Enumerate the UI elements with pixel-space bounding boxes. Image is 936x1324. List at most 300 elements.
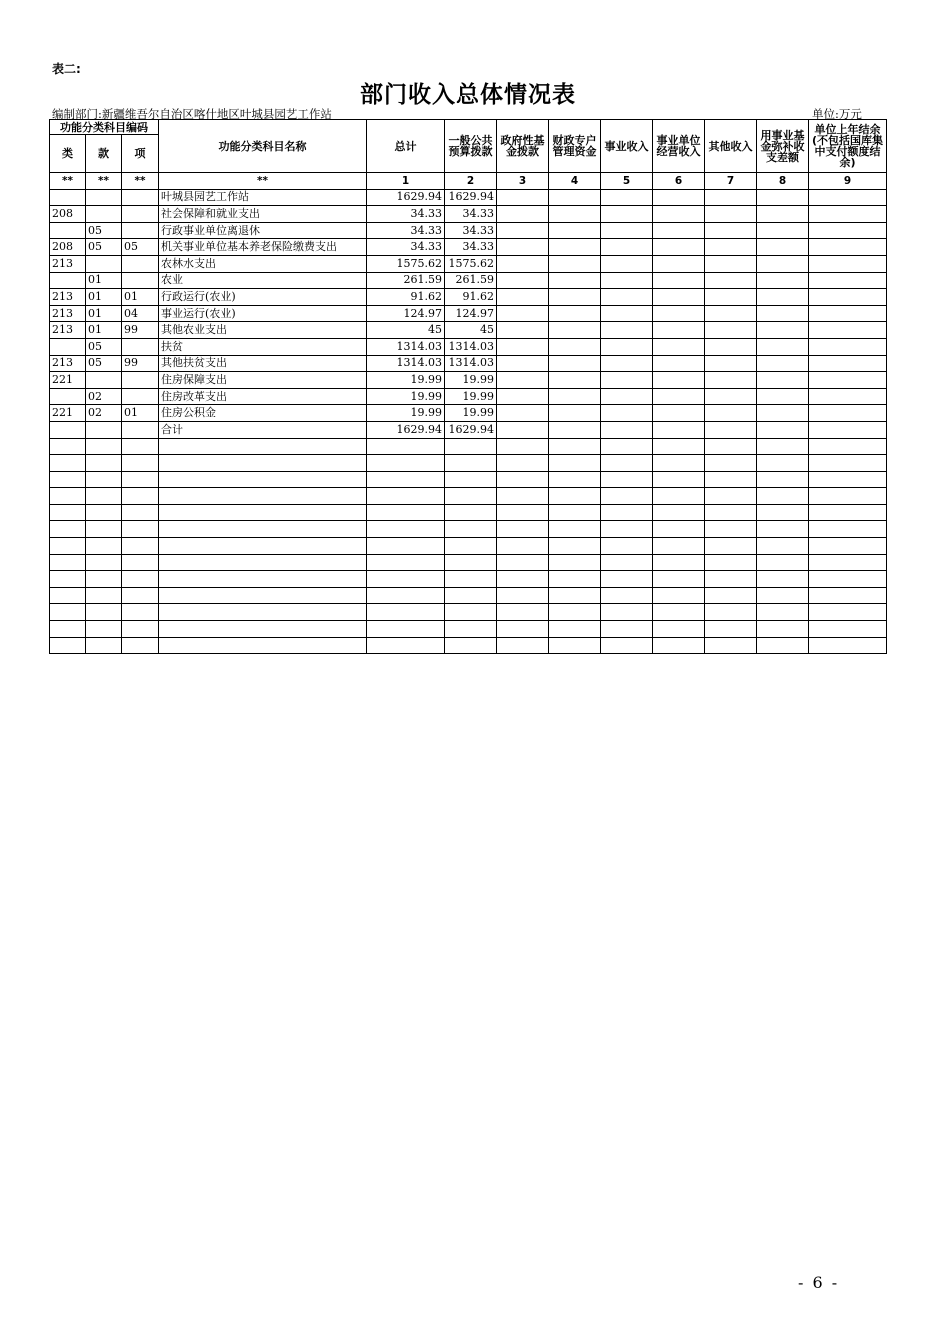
empty-cell [122,438,159,455]
empty-cell [86,621,122,638]
table-row [50,322,887,339]
empty-cell [549,488,601,505]
empty-cell [757,604,809,621]
table-row [50,405,887,422]
empty-cell [122,504,159,521]
cell-general: 1314.03 [445,355,497,372]
empty-cell [705,504,757,521]
empty-cell [445,521,497,538]
empty-cell [757,538,809,555]
department-label: 编制部门:新疆维吾尔自治区喀什地区叶城县园艺工作站 [52,107,332,121]
cell-xiang: 99 [122,355,159,372]
empty-cell [86,604,122,621]
empty-cell [445,455,497,472]
empty-cell [549,272,601,289]
empty-cell [86,488,122,505]
empty-cell [445,554,497,571]
empty-cell [653,637,705,654]
empty-cell [86,571,122,588]
empty-cell [653,338,705,355]
cell-xiang [122,255,159,272]
cell-kuan: 05 [86,355,122,372]
empty-cell [445,504,497,521]
empty-cell [445,621,497,638]
index-cell: ** [122,173,159,190]
cell-total: 1575.62 [367,255,445,272]
cell-total: 91.62 [367,289,445,306]
cell-total: 19.99 [367,388,445,405]
empty-cell [809,255,887,272]
empty-cell [497,471,549,488]
empty-cell [653,455,705,472]
index-cell: 2 [445,173,497,190]
empty-cell [809,239,887,256]
cell-xiang [122,372,159,389]
blank-row [50,455,887,472]
cell-name: 住房公积金 [159,405,367,422]
empty-cell [497,239,549,256]
empty-cell [809,272,887,289]
empty-cell [705,405,757,422]
cell-lei [50,272,86,289]
empty-cell [601,206,653,223]
other-income-header: 其他收入 [705,120,757,173]
empty-cell [50,604,86,621]
empty-cell [809,372,887,389]
empty-cell [497,189,549,206]
empty-cell [549,604,601,621]
unit-label: 单位:万元 [812,107,862,121]
fiscal-account-header: 财政专户管理资金 [549,120,601,173]
empty-cell [445,587,497,604]
empty-cell [705,571,757,588]
empty-cell [549,554,601,571]
empty-cell [705,455,757,472]
empty-cell [757,289,809,306]
empty-cell [705,222,757,239]
empty-cell [705,621,757,638]
empty-cell [445,637,497,654]
lei-header: 类 [50,135,86,173]
empty-cell [757,421,809,438]
empty-cell [809,338,887,355]
empty-cell [367,538,445,555]
cell-total: 34.33 [367,222,445,239]
cell-general: 34.33 [445,206,497,223]
table-row [50,355,887,372]
empty-cell [50,621,86,638]
empty-cell [653,604,705,621]
empty-cell [601,222,653,239]
empty-cell [50,471,86,488]
table-row [50,222,887,239]
index-cell: ** [50,173,86,190]
empty-cell [445,488,497,505]
empty-cell [653,222,705,239]
empty-cell [367,571,445,588]
empty-cell [497,405,549,422]
table-row [50,338,887,355]
empty-cell [497,504,549,521]
empty-cell [601,322,653,339]
cell-xiang: 04 [122,305,159,322]
empty-cell [122,455,159,472]
empty-cell [705,272,757,289]
empty-cell [86,554,122,571]
blank-row [50,538,887,555]
empty-cell [601,521,653,538]
cell-xiang [122,206,159,223]
empty-cell [601,438,653,455]
empty-cell [705,305,757,322]
cell-lei [50,421,86,438]
empty-cell [809,222,887,239]
index-cell: ** [159,173,367,190]
cell-xiang: 01 [122,405,159,422]
cell-name: 扶贫 [159,338,367,355]
empty-cell [653,322,705,339]
cell-lei: 213 [50,322,86,339]
empty-cell [705,388,757,405]
empty-cell [757,637,809,654]
empty-cell [497,372,549,389]
empty-cell [705,521,757,538]
empty-cell [757,222,809,239]
empty-cell [549,471,601,488]
cell-total: 1314.03 [367,355,445,372]
empty-cell [159,621,367,638]
empty-cell [497,305,549,322]
empty-cell [653,372,705,389]
empty-cell [601,637,653,654]
cell-lei [50,189,86,206]
cell-general: 45 [445,322,497,339]
empty-cell [705,322,757,339]
empty-cell [653,289,705,306]
empty-cell [497,554,549,571]
empty-cell [122,571,159,588]
empty-cell [705,604,757,621]
empty-cell [159,538,367,555]
empty-cell [601,338,653,355]
empty-cell [601,189,653,206]
empty-cell [159,521,367,538]
empty-cell [757,355,809,372]
empty-cell [809,604,887,621]
empty-cell [86,471,122,488]
empty-cell [497,272,549,289]
cell-xiang [122,338,159,355]
empty-cell [549,405,601,422]
empty-cell [549,388,601,405]
empty-cell [601,504,653,521]
index-cell: 7 [705,173,757,190]
cell-total: 45 [367,322,445,339]
blank-row [50,504,887,521]
empty-cell [653,587,705,604]
empty-cell [445,571,497,588]
cell-kuan: 05 [86,239,122,256]
cell-kuan: 02 [86,388,122,405]
empty-cell [653,305,705,322]
empty-cell [50,438,86,455]
empty-cell [549,372,601,389]
cell-kuan [86,255,122,272]
empty-cell [601,488,653,505]
cell-total: 34.33 [367,239,445,256]
table-row [50,206,887,223]
empty-cell [653,538,705,555]
empty-cell [549,338,601,355]
empty-cell [122,521,159,538]
table-row [50,272,887,289]
empty-cell [122,587,159,604]
cell-total: 124.97 [367,305,445,322]
empty-cell [159,455,367,472]
blank-row [50,554,887,571]
empty-cell [497,571,549,588]
name-header: 功能分类科目名称 [159,120,367,173]
cell-lei [50,338,86,355]
empty-cell [757,239,809,256]
empty-cell [809,637,887,654]
general-budget-header: 一般公共预算拨款 [445,120,497,173]
empty-cell [809,571,887,588]
empty-cell [122,604,159,621]
cell-name: 事业运行(农业) [159,305,367,322]
empty-cell [497,488,549,505]
cell-general: 91.62 [445,289,497,306]
empty-cell [705,421,757,438]
empty-cell [601,372,653,389]
empty-cell [705,338,757,355]
empty-cell [50,571,86,588]
cell-kuan [86,421,122,438]
empty-cell [445,538,497,555]
offset-header: 用事业基金弥补收支差额 [757,120,809,173]
empty-cell [601,388,653,405]
empty-cell [50,504,86,521]
empty-cell [757,438,809,455]
empty-cell [653,388,705,405]
cell-general: 34.33 [445,222,497,239]
index-cell: ** [86,173,122,190]
operating-income-header: 事业单位经营收入 [653,120,705,173]
table-label: 表二: [52,62,81,76]
blank-row [50,637,887,654]
empty-cell [367,637,445,654]
empty-cell [549,621,601,638]
empty-cell [601,455,653,472]
empty-cell [159,587,367,604]
empty-cell [497,388,549,405]
cell-xiang [122,388,159,405]
empty-cell [653,504,705,521]
empty-cell [705,471,757,488]
cell-kuan [86,372,122,389]
empty-cell [653,438,705,455]
empty-cell [653,521,705,538]
index-cell: 6 [653,173,705,190]
empty-cell [497,289,549,306]
cell-xiang [122,272,159,289]
cell-name: 农业 [159,272,367,289]
income-table [49,119,887,654]
empty-cell [50,637,86,654]
cell-lei: 208 [50,239,86,256]
empty-cell [653,355,705,372]
empty-cell [653,405,705,422]
cell-general: 1629.94 [445,189,497,206]
empty-cell [601,255,653,272]
empty-cell [757,587,809,604]
empty-cell [809,621,887,638]
cell-xiang [122,189,159,206]
empty-cell [601,471,653,488]
cell-kuan: 01 [86,305,122,322]
empty-cell [367,455,445,472]
empty-cell [601,272,653,289]
empty-cell [367,504,445,521]
cell-general: 19.99 [445,372,497,389]
blank-row [50,521,887,538]
empty-cell [601,604,653,621]
cell-general: 1629.94 [445,421,497,438]
empty-cell [367,438,445,455]
empty-cell [601,405,653,422]
empty-cell [549,587,601,604]
empty-cell [705,355,757,372]
cell-lei: 213 [50,355,86,372]
empty-cell [549,222,601,239]
empty-cell [757,621,809,638]
empty-cell [122,621,159,638]
table-row [50,189,887,206]
cell-name: 社会保障和就业支出 [159,206,367,223]
empty-cell [601,355,653,372]
blank-row [50,621,887,638]
cell-general: 1575.62 [445,255,497,272]
empty-cell [705,289,757,306]
empty-cell [705,488,757,505]
cell-kuan: 05 [86,338,122,355]
cell-total: 1629.94 [367,421,445,438]
empty-cell [809,538,887,555]
cell-xiang: 05 [122,239,159,256]
empty-cell [809,206,887,223]
empty-cell [122,471,159,488]
empty-cell [497,338,549,355]
empty-cell [757,189,809,206]
cell-xiang: 01 [122,289,159,306]
index-row [50,173,887,190]
empty-cell [757,338,809,355]
empty-cell [122,488,159,505]
empty-cell [809,305,887,322]
empty-cell [497,421,549,438]
empty-cell [653,421,705,438]
empty-cell [705,255,757,272]
empty-cell [497,538,549,555]
carryover-header: 单位上年结余(不包括国库集中支付额度结余) [809,120,887,173]
empty-cell [159,604,367,621]
cell-lei [50,388,86,405]
cell-name: 住房改革支出 [159,388,367,405]
blank-row [50,438,887,455]
empty-cell [757,372,809,389]
empty-cell [653,488,705,505]
empty-cell [705,554,757,571]
blank-row [50,587,887,604]
empty-cell [497,206,549,223]
empty-cell [159,438,367,455]
cell-name: 合计 [159,421,367,438]
empty-cell [809,405,887,422]
empty-cell [757,521,809,538]
empty-cell [497,255,549,272]
cell-name: 行政事业单位离退休 [159,222,367,239]
empty-cell [809,289,887,306]
cell-kuan: 01 [86,272,122,289]
cell-lei: 221 [50,372,86,389]
empty-cell [86,455,122,472]
empty-cell [601,587,653,604]
blank-row [50,488,887,505]
empty-cell [497,222,549,239]
cell-kuan [86,189,122,206]
empty-cell [549,206,601,223]
cell-xiang [122,421,159,438]
empty-cell [86,521,122,538]
empty-cell [445,438,497,455]
empty-cell [497,621,549,638]
empty-cell [367,471,445,488]
empty-cell [50,455,86,472]
empty-cell [159,554,367,571]
empty-cell [809,189,887,206]
empty-cell [159,637,367,654]
empty-cell [50,488,86,505]
cell-name: 其他扶贫支出 [159,355,367,372]
empty-cell [445,471,497,488]
empty-cell [809,421,887,438]
empty-cell [705,239,757,256]
empty-cell [757,488,809,505]
empty-cell [601,571,653,588]
empty-cell [159,488,367,505]
empty-cell [549,255,601,272]
cell-kuan: 02 [86,405,122,422]
empty-cell [705,637,757,654]
empty-cell [497,587,549,604]
cell-name: 行政运行(农业) [159,289,367,306]
empty-cell [497,604,549,621]
empty-cell [705,538,757,555]
empty-cell [601,421,653,438]
empty-cell [809,355,887,372]
cell-lei [50,222,86,239]
empty-cell [50,538,86,555]
empty-cell [653,471,705,488]
cell-general: 19.99 [445,388,497,405]
empty-cell [497,322,549,339]
empty-cell [705,372,757,389]
empty-cell [549,637,601,654]
empty-cell [86,438,122,455]
empty-cell [549,438,601,455]
empty-cell [497,355,549,372]
empty-cell [809,587,887,604]
